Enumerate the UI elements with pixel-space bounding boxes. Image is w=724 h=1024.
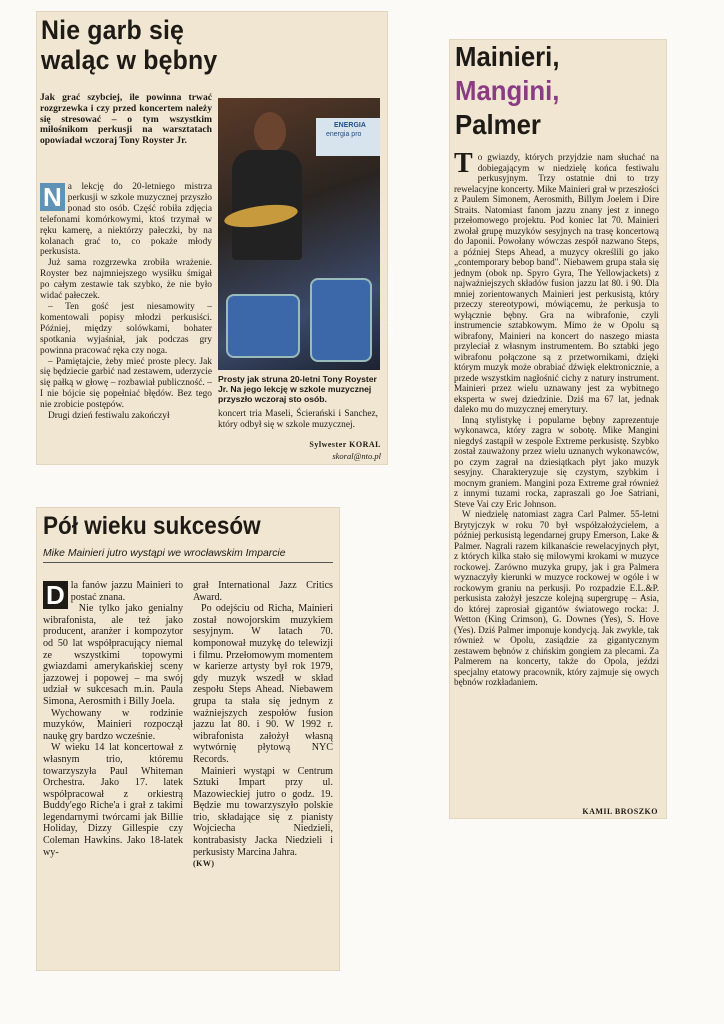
paragraph: Nie tylko jako genialny wibrafonista, ale też jako producent, aranżer i kompozytor od 50 lat współpracujący niemal ze wszystkimi topowymi gwiazdami amerykańskiej sceny jazzowej i popowej – ma swój udział w sukcesach m.in. Paula Simona, Aerosmith i Billy Joela. bbox=[43, 603, 183, 707]
photo-banner bbox=[316, 118, 380, 156]
drop-cap: D bbox=[43, 581, 68, 609]
paragraph: Już sama rozgrzewka zrobiła wrażenie. Royster bez najmniejszego wysiłku śmigał po całym zestawie tak szybko, że nie było widać pałeczek. bbox=[40, 258, 212, 302]
photo-credit: FOT. ANDRZEJ JAGIEŁŁA bbox=[389, 267, 396, 339]
paragraph: grał International Jazz Critics Award. bbox=[193, 580, 333, 603]
paragraph: Inną stylistykę i popularne bębny zaprezentuje wykonawca, który zagra w sobotę. Mike Mangini niegdyś zastąpił w zespole Extreme perkusistę. Szybko został zauważony przez wielu uznanych wykonawców, po czym zagrał na dziesiątkach płyt jako muzyk sesyjny. Charakteryzuje się czystym, szybkim i mocnym graniem. Mangini poza Extreme grał również z innymi tuzami rocka, zapraszali go Joe Satriani, Steve Vai czy Eric Johnson. bbox=[454, 414, 659, 509]
article-column bbox=[193, 580, 333, 870]
paragraph: – Ten gość jest niesamowity – komentowali popisy młodzi perkusiści. Później, między solówkami, bohater spotkania wyjaśniał, jak podczas gry powinna pracować ręka czy noga. bbox=[40, 301, 212, 356]
drop-cap: T bbox=[454, 148, 473, 179]
subhead: Mike Mainieri jutro wystąpi we wrocławskim Imparcie bbox=[43, 548, 333, 563]
paragraph: la fanów jazzu Mainieri to postać znana. bbox=[70, 580, 183, 603]
lead: Jak grać szybciej, ile powinna trwać rozgrzewka i czy przed koncertem należy się stresować – o tym wszystkim miłośnikom perkusji na warsztatach opowiadał wczoraj Tony Royster Jr. bbox=[40, 92, 212, 147]
headline-line: Mangini, bbox=[455, 75, 560, 106]
headline-line: Palmer bbox=[455, 109, 541, 140]
paragraph: Mainieri wystąpi w Centrum Sztuki Impart przy ul. Mazowieckiej jutro o godz. 19. Będzie mu towarzyszyło polskie trio, składające się z pianisty Wojciecha Niedzieli, kontrabasisty Jacka Niedzieli i perkusisty Marcina Jahra. bbox=[193, 765, 333, 858]
paragraph: – Pamiętajcie, żeby mieć proste plecy. Jak się będziecie garbić nad zestawem, uderzycie się pałką w głowę – rozbawiał publiczność. – I nie bójcie się popełniać błędów. Bez tego nie zrobicie postępów. bbox=[40, 356, 212, 411]
drum bbox=[226, 294, 300, 358]
article-body bbox=[454, 148, 659, 688]
headline: Nie garb się waląc w bębny bbox=[41, 15, 218, 75]
photo bbox=[218, 98, 396, 370]
drum bbox=[310, 278, 372, 362]
paragraph: Wychowany w rodzinie muzyków, Mainieri rozpoczął naukę gry bardzo wcześnie. bbox=[43, 707, 183, 742]
author: KAMIL BROSZKO bbox=[582, 807, 658, 816]
paragraph: o gwiazdy, których przyjdzie nam słuchać na dobiegającym w niedzielę końca festiwalu perkusyjnym. Trzy ostatnie dni to trzy rewelacyjne koncerty. Mike Mainieri grał w przeszłości z Paulem Simonem, Aerosmith, Billym Joelem i Dire Straits. Natomiast fanom jazzu znany jest z innego przełomowego projektu. Pod koniec lat 70. Mainieri zwołał grupę muzyków sesyjnych na trasę koncertową do Japonii. Powołany wówczas zespół nazwano Steps, a później Steps Ahead, a muzycy określili go jako „contemporary bebop band". Niebawem grupa stała się jednym (obok np. Spyro Gyra, The Yellowjackets) z najważniejszych składów fusion jazzu lat 80. i 90. Dla mniej zorientowanych Mainieri jest perkusistą, który przeczy stereotypowi, mówiącemu, że perkusja to wyłącznie bębny. Gra na wibrafonie, czyli instrumencie sztabkowym. Mimo że w Opolu są wibrafony, Mainieri na koncert do naszego miasta przyleciał z własnym instrumentem. Bo sztabki jego wibrafonu połączone są z przetwornikami, dzięki którym muzyk może obrabiać dźwięk elektronicznie, a przede wszystkim nagłośnić cichy z natury instrument. Mainieri przez wielu uznawany jest za wybitnego eksperta w swej dziedzinie. Dziś ma 67 lat, jednak daleko mu do muzycznej emerytury. bbox=[454, 152, 659, 414]
author-email: skoral@nto.pl bbox=[332, 451, 381, 461]
brand-text-2: energia pro bbox=[326, 131, 362, 138]
article-royster bbox=[37, 12, 396, 464]
photo-caption: Prosty jak struna 20-letni Tony Royster Jr. Na jego lekcję w szkole muzycznej przyszło wczoraj sto osób. bbox=[218, 374, 377, 404]
article-body bbox=[40, 182, 212, 422]
author: (KW) bbox=[193, 859, 215, 869]
paragraph: W wieku 14 lat koncertował z własnym trio, któremu towarzyszyła Paul Whiteman Orchestra. Jako 17. latek współpracował z orkiestrą Buddy'ego Riche'a i grał z takimi legendarnymi twórcami jak Billie Holiday, Dizzy Gillespie czy Coleman Hawkins. Jako 18-latek wy- bbox=[43, 742, 183, 858]
continuation: koncert tria Maseli, Ścierański i Sanchez, który odbył się w szkole muzycznej. bbox=[218, 409, 378, 430]
paragraph: Drugi dzień festiwalu zakończył bbox=[48, 411, 170, 422]
headline: Pół wieku sukcesów bbox=[43, 512, 261, 540]
paragraph: Po odejściu od Richa, Mainieri został nowojorskim muzykiem sesyjnym. W latach 70. komponował muzykę do telewizji i filmu. Przełomowym momentem w karierze artysty był rok 1979, gdy muzyk wszedł w skład zespołu Steps Ahead. Niebawem grupa ta stała się jednym z ważniejszych zespołów fusion jazzu lat 80. i 90. W 1992 r. wibrafonista założył własną wytwórnię płytową NYC Records. bbox=[193, 603, 333, 765]
paragraph: W niedzielę natomiast zagra Carl Palmer. 55-letni Brytyjczyk w roku 70 był współzałożycielem, a później perkusistą legendarnej grupy Emerson, Lake & Palmer. Nagrali razem kilkanaście rewelacyjnych płyt, z których kilka stało się milowymi krokami w muzyce rockowej. Zarówno muzyka grupy, jak i gra Palmera wyznaczyły kierunki w muzyce rockowej w ogóle i w rockowym graniu na perkusji. Po rozpadzie E.L.&P. perkusista założył jeszcze kolejną supergrupę – Asia, do której zaprosiał gigantów światowego rocka: J. Wetton (King Crimson), G. Downes (Yes), S. Hove (Yes). Dziś Palmer imponuje kondycją. Jak zwykle, tak również w Opolu, zasiądzie za gigantycznym zestawem bębnów z chińskim gongiem za plecami. Za Palmerem na koncerty, także do Opola, jeździ specjalny etatowy pracownik, który zajmuje się owych bębnów rozkładaniem. bbox=[454, 509, 659, 687]
headline bbox=[455, 40, 560, 142]
drummer-head bbox=[254, 112, 286, 152]
brand-text: ENERGIA bbox=[334, 122, 366, 129]
drop-cap: N bbox=[40, 183, 65, 211]
article-festival bbox=[450, 40, 666, 818]
article-column bbox=[43, 580, 183, 858]
author: Sylwester KORAL bbox=[309, 440, 381, 449]
headline-line: Mainieri, bbox=[455, 41, 560, 72]
article-mainieri bbox=[37, 508, 339, 970]
paragraph: a lekcję do 20-letniego mistrza perkusji w szkole muzycznej przyszło ponad sto osób. Część robiła zdjęcia telefonami komórkowymi, ktoś trzymał w ręku kamerę, a niektórzy pałeczki, by na kolanach grać to, co pokaże młody perkusista. bbox=[40, 182, 212, 258]
